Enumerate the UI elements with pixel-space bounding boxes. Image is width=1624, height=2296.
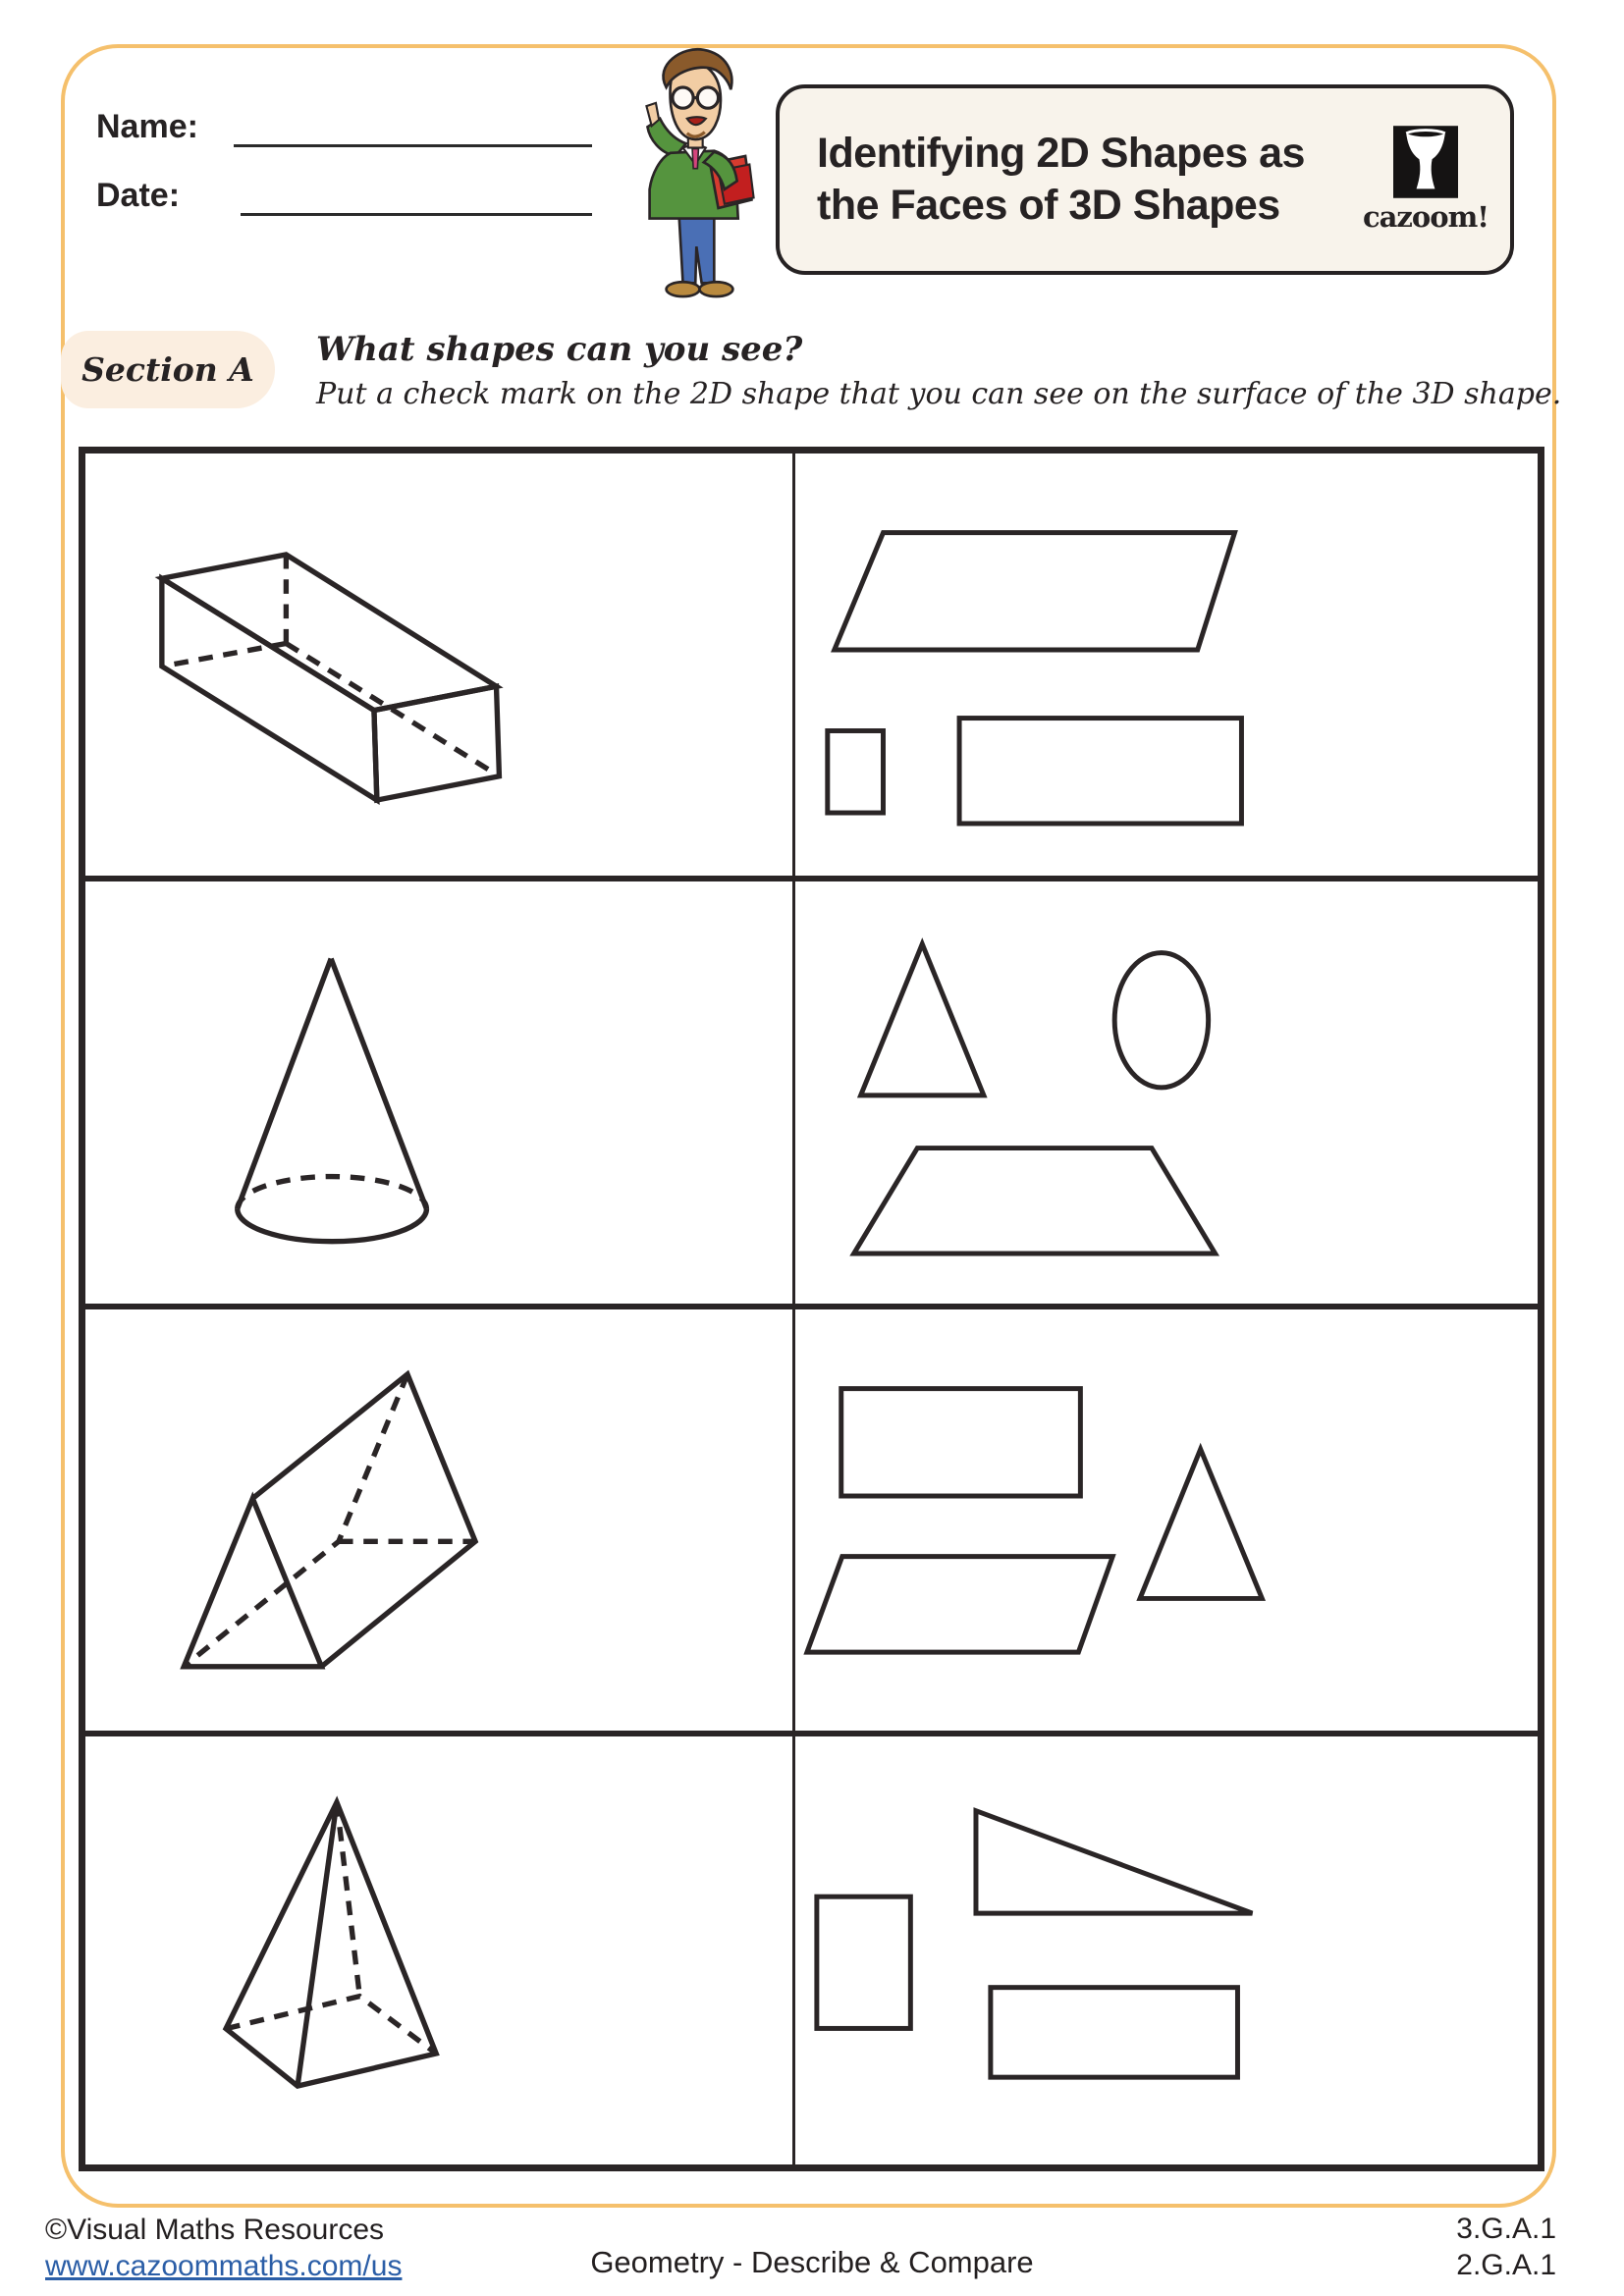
hidden-edge <box>226 1997 436 2054</box>
date-field[interactable] <box>241 213 592 216</box>
copyright-text: ©Visual Maths Resources <box>45 2214 385 2246</box>
figure-options-row-3[interactable] <box>795 1309 1538 1732</box>
cazoom-logo-text: cazoom! <box>1362 200 1489 234</box>
cuboid-side-face <box>374 686 499 800</box>
square-shape[interactable] <box>817 1896 910 2028</box>
name-field[interactable] <box>234 144 592 147</box>
circle-shape[interactable] <box>1114 952 1208 1087</box>
cell-options-row-1[interactable] <box>795 454 1538 881</box>
square-shape[interactable] <box>828 730 884 813</box>
trapezoid-shape[interactable] <box>854 1148 1216 1253</box>
rectangle-shape[interactable] <box>841 1388 1081 1495</box>
cone-right-edge <box>331 958 426 1208</box>
right-triangle-shape[interactable] <box>976 1811 1252 1913</box>
figure-rectangular-prism <box>85 454 792 876</box>
cone-left-edge <box>238 958 331 1208</box>
section-label: Section A <box>81 350 254 389</box>
cell-3d-square-pyramid <box>85 1736 795 2164</box>
name-label: Name: <box>96 108 198 145</box>
figure-square-pyramid <box>85 1736 792 2164</box>
figure-options-row-2[interactable] <box>795 881 1538 1304</box>
cell-options-row-4[interactable] <box>795 1736 1538 2164</box>
footer-topic: Geometry - Describe & Compare <box>590 2245 1034 2279</box>
title-box <box>776 84 1514 275</box>
cell-3d-rectangular-prism <box>85 454 795 881</box>
rectangle-shape[interactable] <box>959 719 1241 824</box>
triangle-shape[interactable] <box>1140 1449 1262 1598</box>
standard-code: 2.G.A.1 <box>1456 2249 1556 2281</box>
cone-base-front <box>238 1208 427 1241</box>
section-heading: What shapes can you see? <box>316 330 803 369</box>
standards-codes <box>1456 2211 1556 2283</box>
cell-3d-triangular-prism <box>85 1309 795 1737</box>
title-line-1: Identifying 2D Shapes as <box>817 130 1305 177</box>
title-line-2: the Faces of 3D Shapes <box>817 182 1280 229</box>
cuboid-front-face <box>162 578 377 800</box>
cazoom-drum-icon <box>1393 126 1458 198</box>
parallelogram-shape[interactable] <box>807 1556 1112 1651</box>
cuboid-top-face <box>162 555 497 711</box>
cazoom-logo <box>1359 126 1492 234</box>
website-link[interactable]: www.cazoommaths.com/us <box>45 2250 403 2282</box>
triangle-shape[interactable] <box>861 943 984 1095</box>
figure-options-row-4[interactable] <box>795 1736 1538 2164</box>
page-title <box>780 128 1359 232</box>
hidden-edge <box>286 643 499 775</box>
section-instruction: Put a check mark on the 2D shape that you can see on the surface of the 3D shape. <box>316 377 1562 411</box>
cell-options-row-2[interactable] <box>795 881 1538 1309</box>
figure-triangular-prism <box>85 1309 792 1732</box>
standard-code: 3.G.A.1 <box>1456 2213 1556 2245</box>
worksheet-table <box>79 447 1544 2171</box>
figure-cone <box>85 881 792 1304</box>
figure-options-row-1[interactable] <box>795 454 1538 876</box>
section-badge <box>61 331 275 408</box>
cell-3d-cone <box>85 881 795 1309</box>
parallelogram-shape[interactable] <box>835 533 1235 650</box>
cell-options-row-3[interactable] <box>795 1309 1538 1737</box>
prism-outline <box>252 1373 475 1666</box>
date-label: Date: <box>96 177 181 214</box>
teacher-illustration <box>587 43 795 304</box>
prism-front-triangle <box>184 1498 321 1666</box>
cone-base-hidden <box>238 1176 427 1208</box>
rectangle-shape[interactable] <box>991 1988 1238 2077</box>
